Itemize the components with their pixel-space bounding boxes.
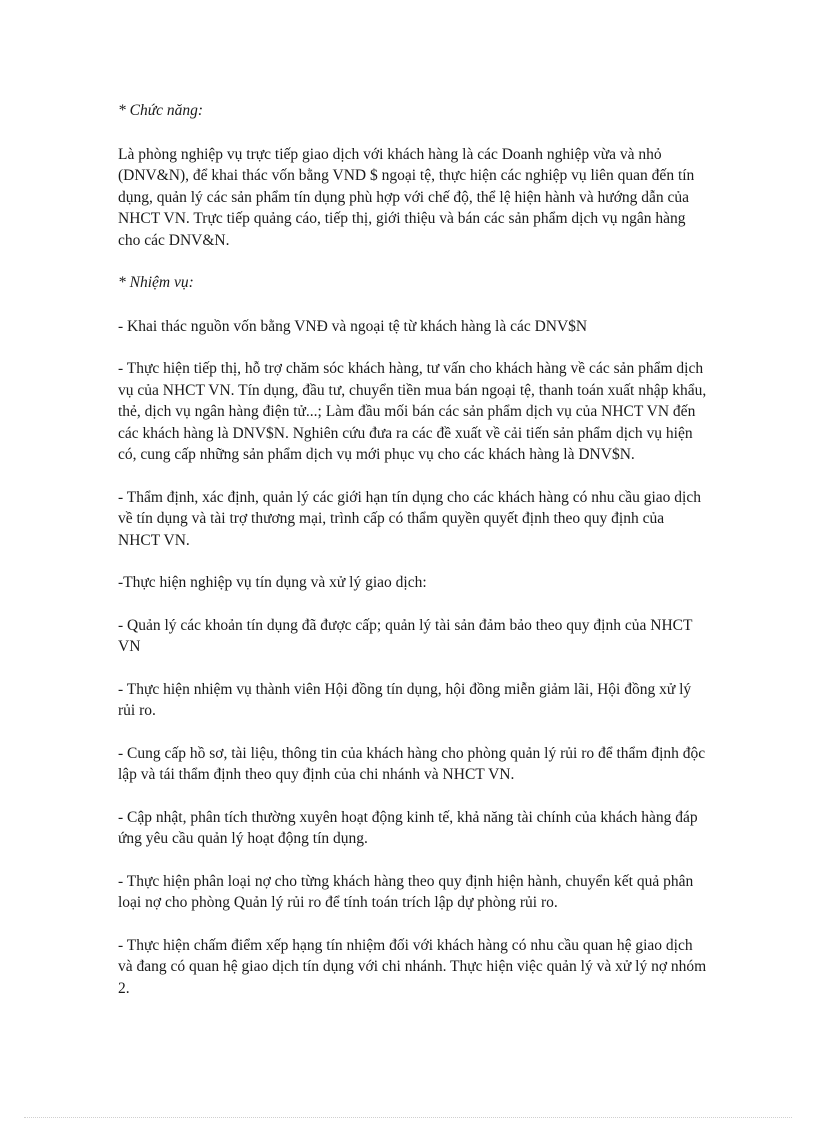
task-item: - Thực hiện chấm điểm xếp hạng tín nhiệm đối với khách hàng có nhu cầu quan hệ giao dịch và đang có quan hệ giao dịch tín dụng với chi nhánh. Thực hiện việc quản lý và xử lý nợ nhóm 2. — [118, 936, 707, 997]
task-item: - Quản lý các khoản tín dụng đã được cấp; quản lý tài sản đảm bảo theo quy định của NHCT VN — [118, 616, 693, 655]
heading-function: * Chức năng: — [118, 102, 204, 119]
task-item: - Cập nhật, phân tích thường xuyên hoạt động kinh tế, khả năng tài chính của khách hàng đáp ứng yêu cầu quản lý hoạt động tín dụng. — [118, 808, 698, 847]
task-item: - Thực hiện tiếp thị, hỗ trợ chăm sóc khách hàng, tư vấn cho khách hàng về các sản phẩm dịch vụ của NHCT VN. Tín dụng, đầu tư, chuyển tiền mua bán ngoại tệ, thanh toán xuất nhập khẩu, thẻ, dịch vụ ngân hàng điện tử...; Làm đầu mối bán các sản phẩm dịch vụ của NHCT VN đến các khách hàng là DNV$N. Nghiên cứu đưa ra các đề xuất về cải tiến sản phẩm dịch vụ hiện có, cung cấp những sản phẩm dịch vụ mới phục vụ cho các khách hàng là DNV$N. — [118, 360, 707, 463]
task-item: - Thẩm định, xác định, quản lý các giới hạn tín dụng cho các khách hàng có nhu cầu giao dịch về tín dụng và tài trợ thương mại, trình cấp có thẩm quyền quyết định theo quy định của NHCT VN. — [118, 488, 701, 549]
task-item: - Thực hiện phân loại nợ cho từng khách hàng theo quy định hiện hành, chuyển kết quả phân loại nợ cho phòng Quản lý rủi ro để tính toán trích lập dự phòng rủi ro. — [118, 872, 694, 911]
task-item: -Thực hiện nghiệp vụ tín dụng và xử lý giao dịch: — [118, 574, 427, 591]
page-bottom-divider — [24, 1117, 792, 1118]
task-item: - Cung cấp hồ sơ, tài liệu, thông tin của khách hàng cho phòng quản lý rủi ro để thẩm định độc lập và tái thẩm định theo quy định của chi nhánh và NHCT VN. — [118, 744, 706, 783]
task-item: - Thực hiện nhiệm vụ thành viên Hội đồng tín dụng, hội đồng miễn giảm lãi, Hội đồng xử lý rủi ro. — [118, 680, 692, 719]
task-item: - Khai thác nguồn vốn bằng VNĐ và ngoại tệ từ khách hàng là các DNV$N — [118, 317, 588, 335]
heading-tasks: * Nhiệm vụ: — [118, 274, 194, 291]
function-paragraph: Là phòng nghiệp vụ trực tiếp giao dịch với khách hàng là các Doanh nghiệp vừa và nhỏ (DNV&N), để khai thác vốn bằng VND $ ngoại tệ, thực hiện các nghiệp vụ liên quan đến tín dụng, quản lý các sản phẩm tín dụng phù hợp với chế độ, thể lệ hiện hành và hướng dẫn của NHCT VN. Trực tiếp quảng cáo, tiếp thị, giới thiệu và bán các sản phẩm dịch vụ ngân hàng cho các DNV&N. — [118, 145, 695, 249]
document-body — [118, 100, 708, 1020]
